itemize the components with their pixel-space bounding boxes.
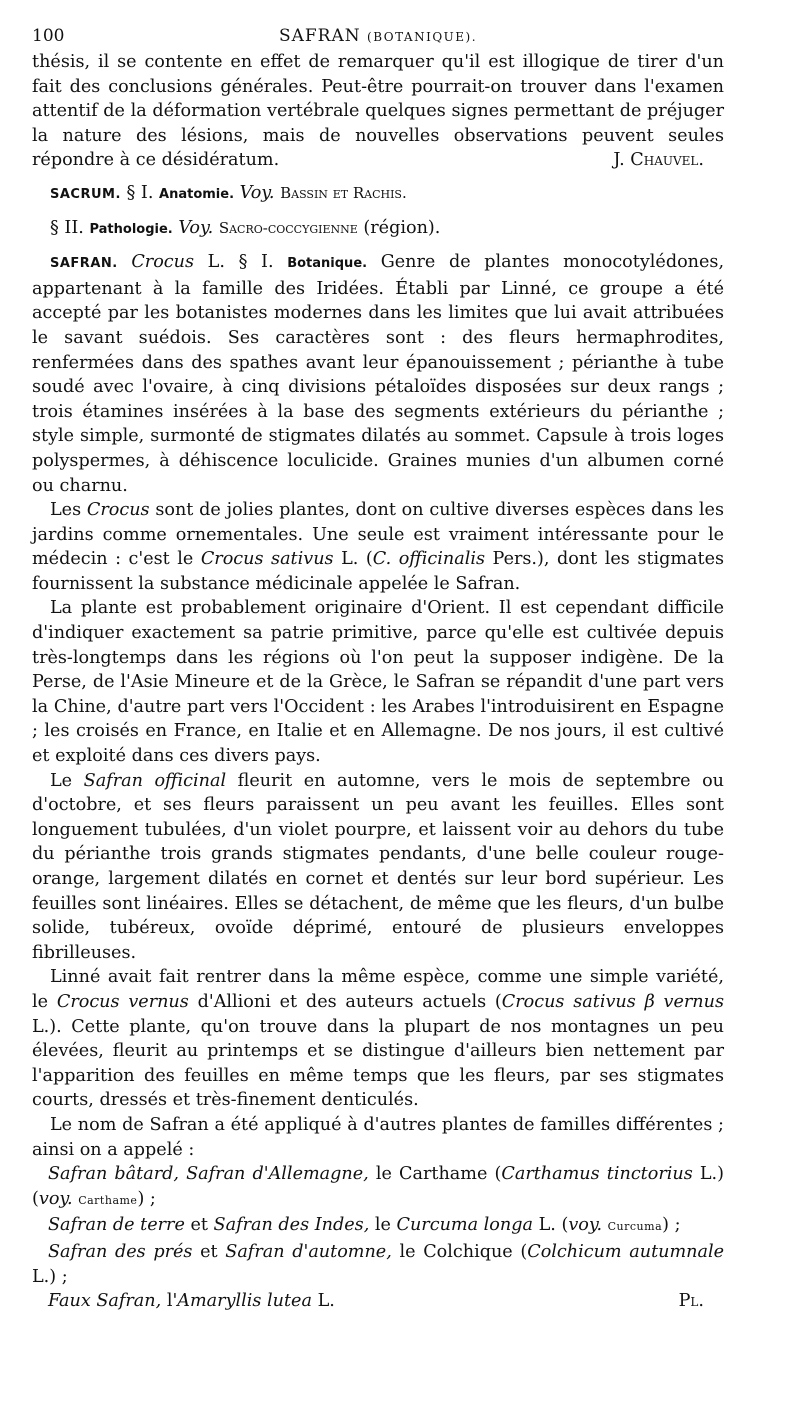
paragraph: Le nom de Safran a été appliqué à d'autres plantes de familles différentes ; ainsi on a appelé : <box>32 1114 724 1160</box>
running-head <box>32 26 724 46</box>
latin-name: Crocus <box>131 252 195 273</box>
author: L. <box>207 252 225 273</box>
section-title-pathologie: Pathologie. <box>89 221 173 237</box>
entry-sacrum-pathologie <box>32 216 724 243</box>
entry-term-sacrum: SACRUM. <box>50 186 121 202</box>
signature-pl: Pl. <box>678 1291 704 1312</box>
section-title-botanique: Botanique. <box>287 256 368 272</box>
running-head-main: SAFRAN <box>278 26 361 46</box>
running-header <box>32 26 724 50</box>
entry-safran <box>32 250 724 498</box>
section-mark: § I. <box>126 182 154 203</box>
cross-reference: Sacro-coccygienne <box>218 218 358 237</box>
paragraph-top <box>32 50 724 173</box>
synonym-list <box>32 1162 724 1314</box>
list-item: Safran des prés et Safran d'automne, le Colchique (Colchicum autumnale L.) ; <box>32 1241 725 1287</box>
section-mark: § II. <box>50 217 84 238</box>
paragraph-text: Genre de plantes monocotylédones, appartenant à la famille des Iridées. Établi par Linné, ce groupe a été accepté par les botanistes modernes dans les limites que lui avait attribuées le savant suédois. Ses caractères sont : des fleurs hermaphrodites, renfermées dans des spathes avant leur épanouissement ; périanthe à tube soudé avec l'ovaire, à cinq divisions pétaloïdes disposées sur deux rangs ; trois étamines insérées à la base des segments extérieurs du périanthe ; style simple, surmonté de stigmates dilatés au sommet. Capsule à trois loges polyspermes, à déhiscence loculicide. Graines munies d'un albumen corné ou charnu. <box>32 252 725 496</box>
entry-sacrum-anatomie <box>32 181 724 208</box>
section-title-anatomie: Anatomie. <box>159 186 235 202</box>
voy-label: Voy. <box>178 217 214 238</box>
body-text <box>32 50 724 1314</box>
paragraph: Les Crocus sont de jolies plantes, dont on cultive diverses espèces dans les jardins comme ornementales. Une seule est vraiment intéressante pour le médecin : c'est le Crocus sativus L. (C. officinalis Pers.), dont les stigmates fournissent la substance médicinale appelée le Safran. <box>32 500 725 594</box>
running-head-sub: (BOTANIQUE). <box>367 30 478 44</box>
paragraph: Le Safran officinal fleurit en automne, vers le mois de septembre ou d'octobre, et ses fleurs paraissent un peu avant les feuilles. Elles sont longuement tubulées, d'un violet pourpre, et laissent voir au dehors du tube du périanthe trois grands stigmates pendants, d'une belle couleur rouge-orange, largement dilatés en cornet et dentés sur leur bord supérieur. Les feuilles sont linéaires. Elles se détachent, de même que les fleurs, d'un bulbe solide, tubéreux, ovoïde déprimé, entouré de plusieurs enveloppes fibrilleuses. <box>32 770 724 963</box>
list-item: Safran bâtard, Safran d'Allemagne, le Carthame (Carthamus tinctorius L.) (voy. Carthame) ; <box>32 1164 724 1209</box>
section-mark: § I. <box>238 252 274 273</box>
list-item: Safran de terre et Safran des Indes, le Curcuma longa L. (voy. Curcuma) ; <box>48 1215 681 1236</box>
page <box>32 26 724 1314</box>
cross-reference-tail: (région). <box>363 217 441 238</box>
signature-chauvel: J. Chauvel. <box>613 150 704 171</box>
voy-label: Voy. <box>239 182 275 203</box>
list-item: Faux Safran, l'Amaryllis lutea L. Pl. <box>32 1289 724 1314</box>
page-number: 100 <box>32 26 65 46</box>
paragraph-top-text: thésis, il se contente en effet de remarquer qu'il est illogique de tirer d'un fait des conclusions générales. Peut-être pourrait-on trouver dans l'examen attentif de la déformation vertébrale quelques signes permettant de préjuger la nature des lésions, mais de nouvelles observations peuvent seules répondre à ce désidératum. <box>32 52 724 171</box>
entry-term-safran: SAFRAN. <box>50 256 118 272</box>
paragraph: Linné avait fait rentrer dans la même espèce, comme une simple variété, le Crocus vernus d'Allioni et des auteurs actuels (Crocus sativus β vernus L.). Cette plante, qu'on trouve dans la plupart de nos montagnes un peu élevées, fleurit au printemps et se distingue d'ailleurs bien nettement par l'apparition des feuilles en même temps que les fleurs, par ses stigmates courts, dressés et très-finement denticulés. <box>32 967 724 1111</box>
paragraph: La plante est probablement originaire d'Orient. Il est cependant difficile d'indiquer exactement sa patrie primitive, parce qu'elle est cultivée depuis très-longtemps dans les régions où l'on peut la supposer indigène. De la Perse, de l'Asie Mineure et de la Grèce, le Safran se répandit d'une part vers la Chine, d'autre part vers l'Occident : les Arabes l'introduisirent en Espagne ; les croisés en France, en Italie et en Allemagne. De nos jours, il est cultivé et exploité dans ces divers pays. <box>32 598 724 767</box>
cross-reference: Bassin et Rachis. <box>280 183 407 202</box>
